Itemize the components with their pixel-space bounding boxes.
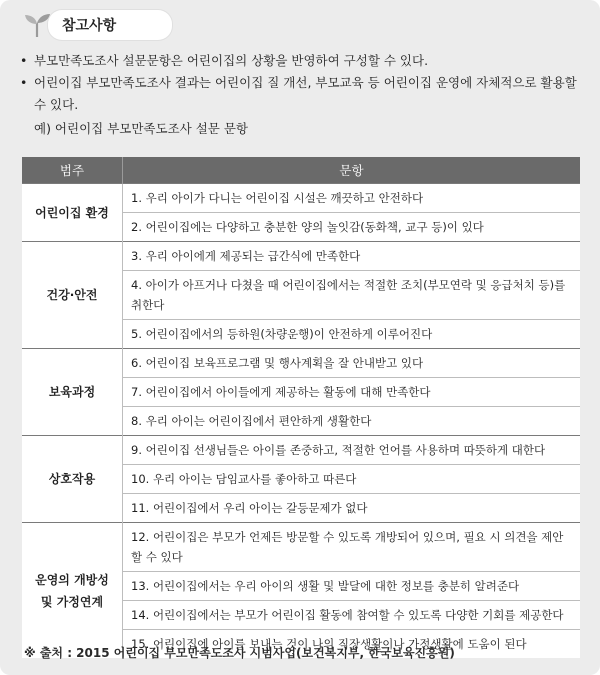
question-cell: 3. 우리 아이에게 제공되는 급간식에 만족한다 (123, 242, 581, 271)
question-cell: 8. 우리 아이는 어린이집에서 편안하게 생활한다 (123, 407, 581, 436)
question-cell: 4. 아이가 아프거나 다쳤을 때 어린이집에서는 적절한 조치(부모연락 및 응급처치 등)를 취한다 (123, 271, 581, 320)
table-row (22, 349, 580, 378)
bullet-item (20, 50, 590, 72)
panel-header (22, 10, 172, 40)
table-row (22, 436, 580, 465)
category-cell: 상호작용 (22, 436, 123, 523)
column-header-question: 문항 (123, 157, 581, 184)
question-cell: 14. 어린이집에서는 부모가 어린이집 활동에 참여할 수 있도록 다양한 기회를 제공한다 (123, 601, 581, 630)
bullet-text: 어린이집 부모만족도조사 결과는 어린이집 질 개선, 부모교육 등 어린이집 운영에 자체적으로 활용할 수 있다. (34, 75, 577, 112)
example-caption: 예) 어린이집 부모만족도조사 설문 문항 (34, 121, 248, 136)
category-cell: 보육과정 (22, 349, 123, 436)
question-cell: 2. 어린이집에는 다양하고 충분한 양의 놀잇감(동화책, 교구 등)이 있다 (123, 213, 581, 242)
question-cell: 11. 어린이집에서 우리 아이는 갈등문제가 없다 (123, 494, 581, 523)
bullet-text: 부모만족도조사 설문문항은 어린이집의 상황을 반영하여 구성할 수 있다. (34, 53, 429, 68)
survey-table (22, 157, 580, 658)
table-header-row (22, 157, 580, 184)
category-cell: 어린이집 환경 (22, 184, 123, 242)
table-row (22, 523, 580, 572)
table-row (22, 242, 580, 271)
table-row (22, 184, 580, 213)
question-cell: 12. 어린이집은 부모가 언제든 방문할 수 있도록 개방되어 있으며, 필요 시 의견을 제안할 수 있다 (123, 523, 581, 572)
column-header-category: 범주 (22, 157, 123, 184)
question-cell: 9. 어린이집 선생님들은 아이를 존중하고, 적절한 언어를 사용하며 따뜻하게 대한다 (123, 436, 581, 465)
bullet-item (20, 72, 590, 116)
question-cell: 1. 우리 아이가 다니는 어린이집 시설은 깨끗하고 안전하다 (123, 184, 581, 213)
question-cell: 5. 어린이집에서의 등하원(차량운행)이 안전하게 이루어진다 (123, 320, 581, 349)
question-cell: 10. 우리 아이는 담임교사를 좋아하고 따른다 (123, 465, 581, 494)
question-cell: 13. 어린이집에서는 우리 아이의 생활 및 발달에 대한 정보를 충분히 알려준다 (123, 572, 581, 601)
panel-title: 참고사항 (48, 10, 172, 40)
source-note: ※ 출처 : 2015 어린이집 부모만족도조사 시범사업(보건복지부, 한국보육진흥원) (24, 646, 455, 660)
question-cell: 6. 어린이집 보육프로그램 및 행사계획을 잘 안내받고 있다 (123, 349, 581, 378)
bullet-marker: • (20, 53, 28, 68)
question-cell: 7. 어린이집에서 아이들에게 제공하는 활동에 대해 만족한다 (123, 378, 581, 407)
bullet-marker: • (20, 75, 28, 90)
question-cell: 15. 어린이집에 아이를 보내는 것이 나의 직장생활이나 가정생활에 도움이 된다 (123, 630, 581, 659)
bullet-list (20, 50, 590, 140)
category-cell: 운영의 개방성 및 가정연계 (22, 523, 123, 659)
category-cell: 건강·안전 (22, 242, 123, 349)
